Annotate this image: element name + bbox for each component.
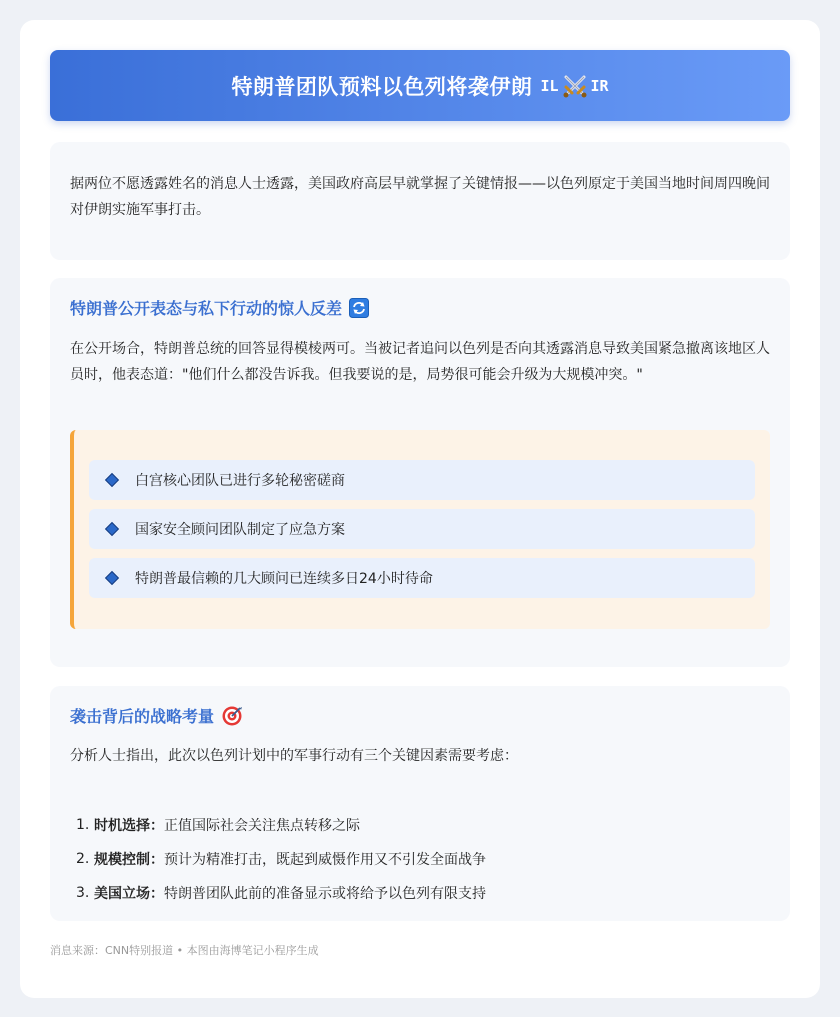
strategy-section-title [70, 704, 243, 727]
list-item-text: 正值国际社会关注焦点转移之际 [164, 818, 360, 834]
list-item [89, 558, 755, 598]
diamond-bullet-icon [105, 571, 119, 585]
list-item [76, 842, 766, 876]
diamond-bullet-icon [105, 522, 119, 536]
header-banner [50, 50, 790, 121]
crossed-swords-icon [561, 72, 589, 100]
list-number: 1. [76, 817, 90, 833]
target-icon [221, 705, 243, 727]
list-item [89, 509, 755, 549]
ordered-list [76, 808, 766, 910]
strategy-section [50, 686, 790, 921]
list-item-label: 规模控制： [94, 852, 164, 868]
refresh-icon [349, 298, 369, 318]
flag-il-label: IL [540, 76, 559, 95]
list-number: 3. [76, 885, 90, 901]
page-title: 特朗普团队预料以色列将袭伊朗 [231, 74, 533, 99]
strategy-title-text: 袭击背后的战略考量 [70, 707, 215, 726]
list-item-label: 美国立场： [94, 886, 164, 902]
list-item-text: 白宫核心团队已进行多轮秘密磋商 [135, 473, 345, 489]
list-item-text: 特朗普团队此前的准备显示或将给予以色列有限支持 [164, 886, 486, 902]
contrast-paragraph: 在公开场合，特朗普总统的回答显得模棱两可。当被记者追问以色列是否向其透露消息导致美国紧急撤离该地区人员时，他表态道："他们什么都没告诉我。但我要说的是，局势很可能会升级为大规模冲突。" [70, 341, 770, 383]
list-item-text: 国家安全顾问团队制定了应急方案 [135, 522, 345, 538]
list-item-text: 预计为精准打击，既起到威慑作用又不引发全面战争 [164, 852, 486, 868]
list-item [76, 876, 766, 910]
flag-ir-label: IR [590, 76, 609, 95]
list-item-text: 特朗普最信赖的几大顾问已连续多日24小时待命 [135, 571, 433, 587]
contrast-section-title [70, 296, 369, 319]
list-number: 2. [76, 851, 90, 867]
callout-box [70, 430, 770, 629]
intro-section [50, 142, 790, 260]
list-item-label: 时机选择： [94, 818, 164, 834]
source-footer: 消息来源：CNN特别报道 • 本图由海博笔记小程序生成 [50, 944, 319, 957]
list-item [76, 808, 766, 842]
contrast-section [50, 278, 790, 667]
article-card [20, 20, 820, 998]
intro-paragraph: 据两位不愿透露姓名的消息人士透露，美国政府高层早就掌握了关键情报——以色列原定于美国当地时间周四晚间对伊朗实施军事打击。 [70, 176, 770, 218]
flag-group [540, 72, 608, 100]
diamond-bullet-icon [105, 473, 119, 487]
strategy-paragraph: 分析人士指出，此次以色列计划中的军事行动有三个关键因素需要考虑： [70, 748, 518, 764]
contrast-title-text: 特朗普公开表态与私下行动的惊人反差 [70, 299, 343, 318]
list-item [89, 460, 755, 500]
